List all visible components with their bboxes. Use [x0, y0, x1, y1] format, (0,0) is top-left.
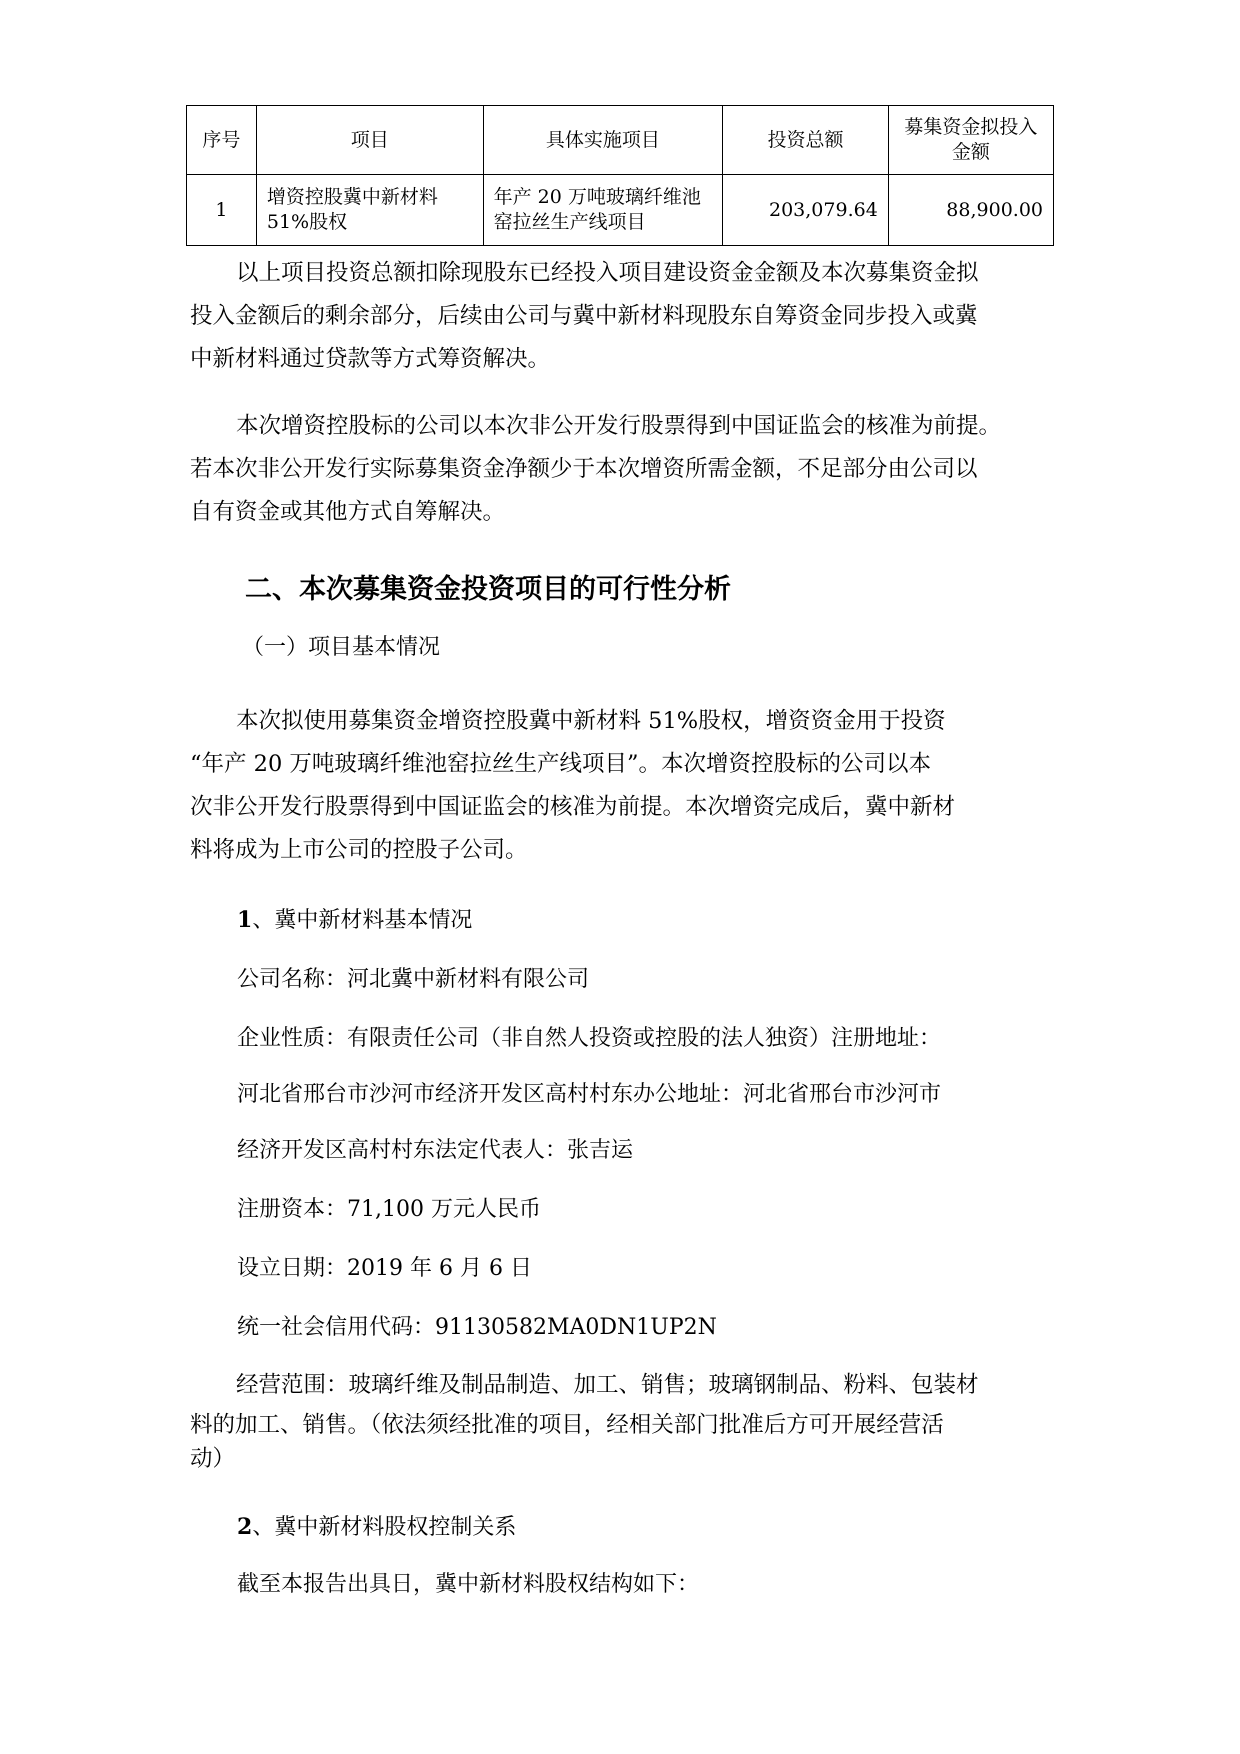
company-name: 公司名称：河北冀中新材料有限公司 [237, 967, 590, 992]
heading-number: 2 [237, 1514, 253, 1540]
company-rep-line: 经济开发区高村村东法定代表人：张吉运 [237, 1138, 634, 1163]
registered-capital: 注册资本：71,100 万元人民币 [237, 1197, 541, 1222]
paragraph-remaining-funds [190, 252, 1090, 381]
heading-text: 、冀中新材料股权控制关系 [252, 1515, 517, 1540]
section-heading: 二、本次募集资金投资项目的可行性分析 [245, 574, 731, 605]
heading-number: 1 [237, 907, 253, 933]
header-total-investment: 投资总额 [723, 106, 889, 175]
paragraph-line: 本次拟使用募集资金增资控股冀中新材料 51%股权，增资资金用于投资 [236, 708, 946, 734]
paragraph-line: 中新材料通过贷款等方式筹资解决。 [190, 346, 551, 372]
credit-code: 统一社会信用代码：91130582MA0DN1UP2N [237, 1315, 717, 1340]
paragraph-project-basics [190, 700, 1090, 872]
paragraph-line: 次非公开发行股票得到中国证监会的核准为前提。本次增资完成后，冀中新材 [190, 794, 956, 820]
paragraph-line: 若本次非公开发行实际募集资金净额少于本次增资所需金额，不足部分由公司以 [190, 456, 978, 482]
paragraph-line: 投入金额后的剩余部分，后续由公司与冀中新材料现股东自筹资金同步投入或冀 [190, 303, 978, 329]
paragraph-line: 料将成为上市公司的控股子公司。 [190, 837, 528, 863]
paragraph-line: 本次增资控股标的公司以本次非公开发行股票得到中国证监会的核准为前提。 [236, 413, 1002, 439]
paragraph-line: 经营范围：玻璃纤维及制品制造、加工、销售；玻璃钢制品、粉料、包装材 [236, 1372, 979, 1398]
established-date: 设立日期：2019 年 6 月 6 日 [237, 1256, 532, 1281]
cell-project: 增资控股冀中新材料51%股权 [256, 175, 483, 246]
paragraph-line: “年产 20 万吨玻璃纤维池窑拉丝生产线项目”。本次增资控股标的公司以本 [190, 751, 931, 777]
paragraph-line: 自有资金或其他方式自筹解决。 [190, 499, 506, 525]
equity-intro: 截至本报告出具日，冀中新材料股权结构如下： [237, 1572, 700, 1597]
business-scope [190, 1365, 1090, 1473]
header-project: 项目 [256, 106, 483, 175]
cell-no: 1 [187, 175, 257, 246]
paragraph-line: 料的加工、销售。（依法须经批准的项目，经相关部门批准后方可开展经营活 [190, 1412, 944, 1438]
cell-raised-funds: 88,900.00 [888, 175, 1053, 246]
table-row [187, 175, 1054, 246]
company-basics-heading [237, 905, 472, 936]
heading-text: 、冀中新材料基本情况 [252, 908, 473, 933]
company-nature-line: 企业性质：有限责任公司（非自然人投资或控股的法人独资）注册地址： [237, 1026, 942, 1051]
header-no: 序号 [187, 106, 257, 175]
table-header-row [187, 106, 1054, 175]
header-raised-funds: 募集资金拟投入金额 [888, 106, 1053, 175]
paragraph-approval-premise [190, 405, 1090, 534]
cell-implementation: 年产 20 万吨玻璃纤维池窑拉丝生产线项目 [483, 175, 723, 246]
equity-heading [237, 1512, 516, 1543]
sub-heading: （一）项目基本情况 [242, 635, 441, 660]
investment-table [186, 105, 1054, 246]
paragraph-line: 以上项目投资总额扣除现股东已经投入项目建设资金金额及本次募集资金拟 [236, 260, 979, 286]
cell-total-investment: 203,079.64 [723, 175, 889, 246]
paragraph-line: 动） [190, 1446, 236, 1472]
company-address-line: 河北省邢台市沙河市经济开发区高村村东办公地址：河北省邢台市沙河市 [237, 1082, 942, 1107]
header-implementation: 具体实施项目 [483, 106, 723, 175]
